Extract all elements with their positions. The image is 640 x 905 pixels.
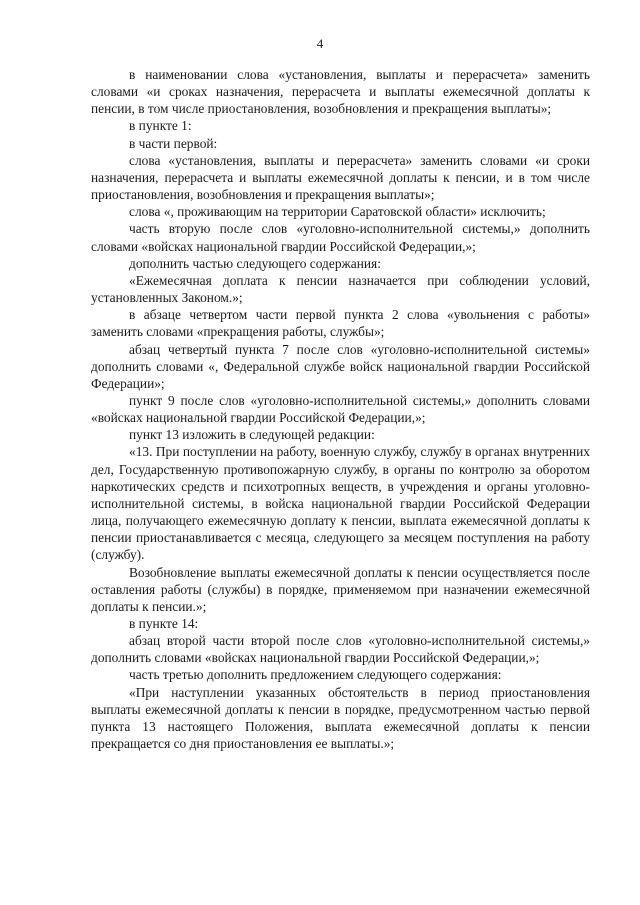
paragraph: часть вторую после слов «уголовно-исполнительной системы,» дополнить словами «войсках национальной гвардии Российской Федерации,»; bbox=[91, 221, 590, 254]
paragraph: пункт 13 изложить в следующей редакции: bbox=[129, 427, 375, 443]
paragraph: «При наступлении указанных обстоятельств в период приостановления выплаты ежемесячной доплаты к пенсии в порядке, предусмотренном частью первой пункта 13 настоящего Положения, выплата ежемесячной доплаты к пенсии прекращается со дня приостановления ее выплаты.»; bbox=[91, 684, 590, 752]
paragraph: в абзаце четвертом части первой пункта 2 слова «увольнения с работы» заменить словами «прекращения работы, службы»; bbox=[91, 307, 590, 340]
page-number: 4 bbox=[316, 36, 324, 51]
paragraph: в наименовании слова «установления, выплаты и перерасчета» заменить словами «и сроках назначения, перерасчета и выплаты ежемесячной доплаты к пенсии, в том числе приостановления, возобновления и прекращения выплаты»; bbox=[91, 67, 590, 117]
paragraph: «Ежемесячная доплата к пенсии назначается при соблюдении условий, установленных Законом.»; bbox=[91, 272, 590, 306]
paragraph: абзац второй части второй после слов «уголовно-исполнительной системы,» дополнить словами «войсках национальной гвардии Российской Федерации,»; bbox=[91, 633, 590, 666]
paragraph: дополнить частью следующего содержания: bbox=[129, 255, 381, 271]
paragraph: в части первой: bbox=[129, 135, 218, 151]
document-body bbox=[91, 66, 590, 752]
paragraph: пункт 9 после слов «уголовно-исполнительной системы,» дополнить словами «войсках национальной гвардии Российской Федерации,»; bbox=[91, 392, 590, 426]
paragraph: в пункте 1: bbox=[129, 118, 192, 134]
paragraph: Возобновление выплаты ежемесячной доплаты к пенсии осуществляется после оставления работы (службы) в порядке, применяемом при назначении ежемесячной доплаты к пенсии.»; bbox=[91, 564, 590, 614]
paragraph: слова «, проживающим на территории Саратовской области» исключить; bbox=[129, 204, 546, 220]
paragraph: «13. При поступлении на работу, военную службу, службу в органах внутренних дел, Государственную противопожарную службу, в органы по контролю за оборотом наркотических средств и психотропных веществ, в учреждения и органы уголовно-исполнительной системы, в войска национальной гвардии Российской Федерации лица, получающего ежемесячную доплату к пенсии, выплата ежемесячной доплаты к пенсии приостанавливается с месяца, следующего за месяцем поступления на работу (службу). bbox=[91, 444, 590, 563]
paragraph: абзац четвертый пункта 7 после слов «уголовно-исполнительной системы» дополнить словами «, Федеральной службе войск национальной гвардии Российской Федерации»; bbox=[91, 341, 590, 391]
paragraph: часть третью дополнить предложением следующего содержания: bbox=[129, 667, 502, 683]
paragraph: в пункте 14: bbox=[129, 616, 199, 631]
paragraph: слова «установления, выплаты и перерасчета» заменить словами «и сроки назначения, перерасчета и выплаты ежемесячной доплаты к пенсии, и в том числе приостановления, возобновления и прекращения выплаты»; bbox=[91, 152, 590, 203]
